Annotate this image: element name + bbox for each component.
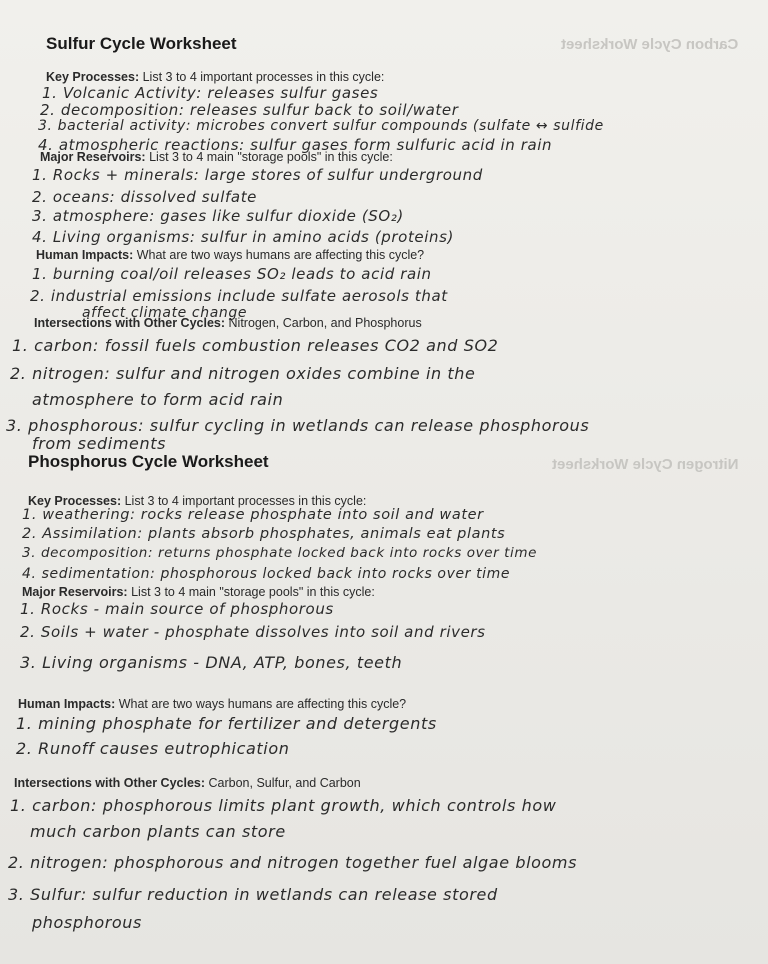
sulfur-process-answer-4: 4. atmospheric reactions: sulfur gases form sulfuric acid in rain [38,136,553,154]
sulfur-intersection-answer-4: 3. phosphorous: sulfur cycling in wetlands can release phosphorous [6,416,590,435]
phosphorus-process-answer-3: 3. decomposition: returns phosphate locked back into rocks over time [22,545,538,561]
sulfur-impact-answer-3: affect climate change [82,305,248,321]
phosphorus-title: Phosphorus Cycle Worksheet [28,452,269,471]
sulfur-title: Sulfur Cycle Worksheet [46,34,237,53]
sulfur-intersection-answer-3: atmosphere to form acid rain [32,390,284,409]
sulfur-key-processes-prompt: Key Processes: List 3 to 4 important processes in this cycle: [46,70,385,84]
phosphorus-process-answer-2: 2. Assimilation: plants absorb phosphates, animals eat plants [22,526,506,542]
sulfur-reservoir-answer-1: 1. Rocks + minerals: large stores of sulfur underground [32,166,483,184]
sulfur-reservoir-answer-2: 2. oceans: dissolved sulfate [32,188,257,206]
phosphorus-key-processes-prompt: Key Processes: List 3 to 4 important processes in this cycle: [28,494,367,508]
phosphorus-intersections-prompt: Intersections with Other Cycles: Carbon, Sulfur, and Carbon [14,776,361,790]
sulfur-impact-answer-2: 2. industrial emissions include sulfate aerosols that [30,287,448,305]
phosphorus-intersection-answer-3: 2. nitrogen: phosphorous and nitrogen together fuel algae blooms [8,853,578,872]
phosphorus-process-answer-1: 1. weathering: rocks release phosphate into soil and water [22,507,484,523]
sulfur-process-answer-1: 1. Volcanic Activity: releases sulfur gases [42,84,379,102]
sulfur-human-impacts-prompt: Human Impacts: What are two ways humans are affecting this cycle? [36,248,425,262]
sulfur-process-answer-2: 2. decomposition: releases sulfur back to soil/water [40,101,459,119]
sulfur-intersection-answer-5: from sediments [32,434,167,453]
phosphorus-process-answer-4: 4. sedimentation: phosphorous locked back into rocks over time [22,566,511,582]
sulfur-reservoir-answer-3: 3. atmosphere: gases like sulfur dioxide (SO₂) [32,207,404,225]
sulfur-reservoirs-prompt: Major Reservoirs: List 3 to 4 main "storage pools" in this cycle: [40,150,393,164]
phosphorus-reservoir-answer-1: 1. Rocks - main source of phosphorous [20,600,334,618]
phosphorus-intersection-answer-4: 3. Sulfur: sulfur reduction in wetlands can release stored [8,885,498,904]
bleed-through-title: Carbon Cycle Worksheet [560,36,738,53]
sulfur-intersection-answer-1: 1. carbon: fossil fuels combustion releases CO2 and SO2 [12,336,499,355]
phosphorus-human-impacts-prompt: Human Impacts: What are two ways humans are affecting this cycle? [18,697,407,711]
phosphorus-reservoir-answer-2: 2. Soils + water - phosphate dissolves into soil and rivers [20,623,486,641]
sulfur-intersection-answer-2: 2. nitrogen: sulfur and nitrogen oxides combine in the [10,364,476,383]
sulfur-reservoir-answer-4: 4. Living organisms: sulfur in amino acids (proteins) [32,228,454,246]
phosphorus-reservoirs-prompt: Major Reservoirs: List 3 to 4 main "storage pools" in this cycle: [22,585,375,599]
bleed-through-title-2: Nitrogen Cycle Worksheet [551,456,738,473]
sulfur-process-answer-3: 3. bacterial activity: microbes convert sulfur compounds (sulfate ↔ sulfide [38,118,604,134]
phosphorus-intersection-answer-5: phosphorous [32,913,142,932]
sulfur-intersections-prompt: Intersections with Other Cycles: Nitrogen, Carbon, and Phosphorus [34,316,422,330]
phosphorus-intersection-answer-2: much carbon plants can store [30,822,286,841]
sulfur-impact-answer-1: 1. burning coal/oil releases SO₂ leads to acid rain [32,265,432,283]
phosphorus-impact-answer-1: 1. mining phosphate for fertilizer and detergents [16,714,437,733]
phosphorus-intersection-answer-1: 1. carbon: phosphorous limits plant growth, which controls how [10,796,557,815]
phosphorus-impact-answer-2: 2. Runoff causes eutrophication [16,739,290,758]
phosphorus-reservoir-answer-3: 3. Living organisms - DNA, ATP, bones, teeth [20,653,403,672]
